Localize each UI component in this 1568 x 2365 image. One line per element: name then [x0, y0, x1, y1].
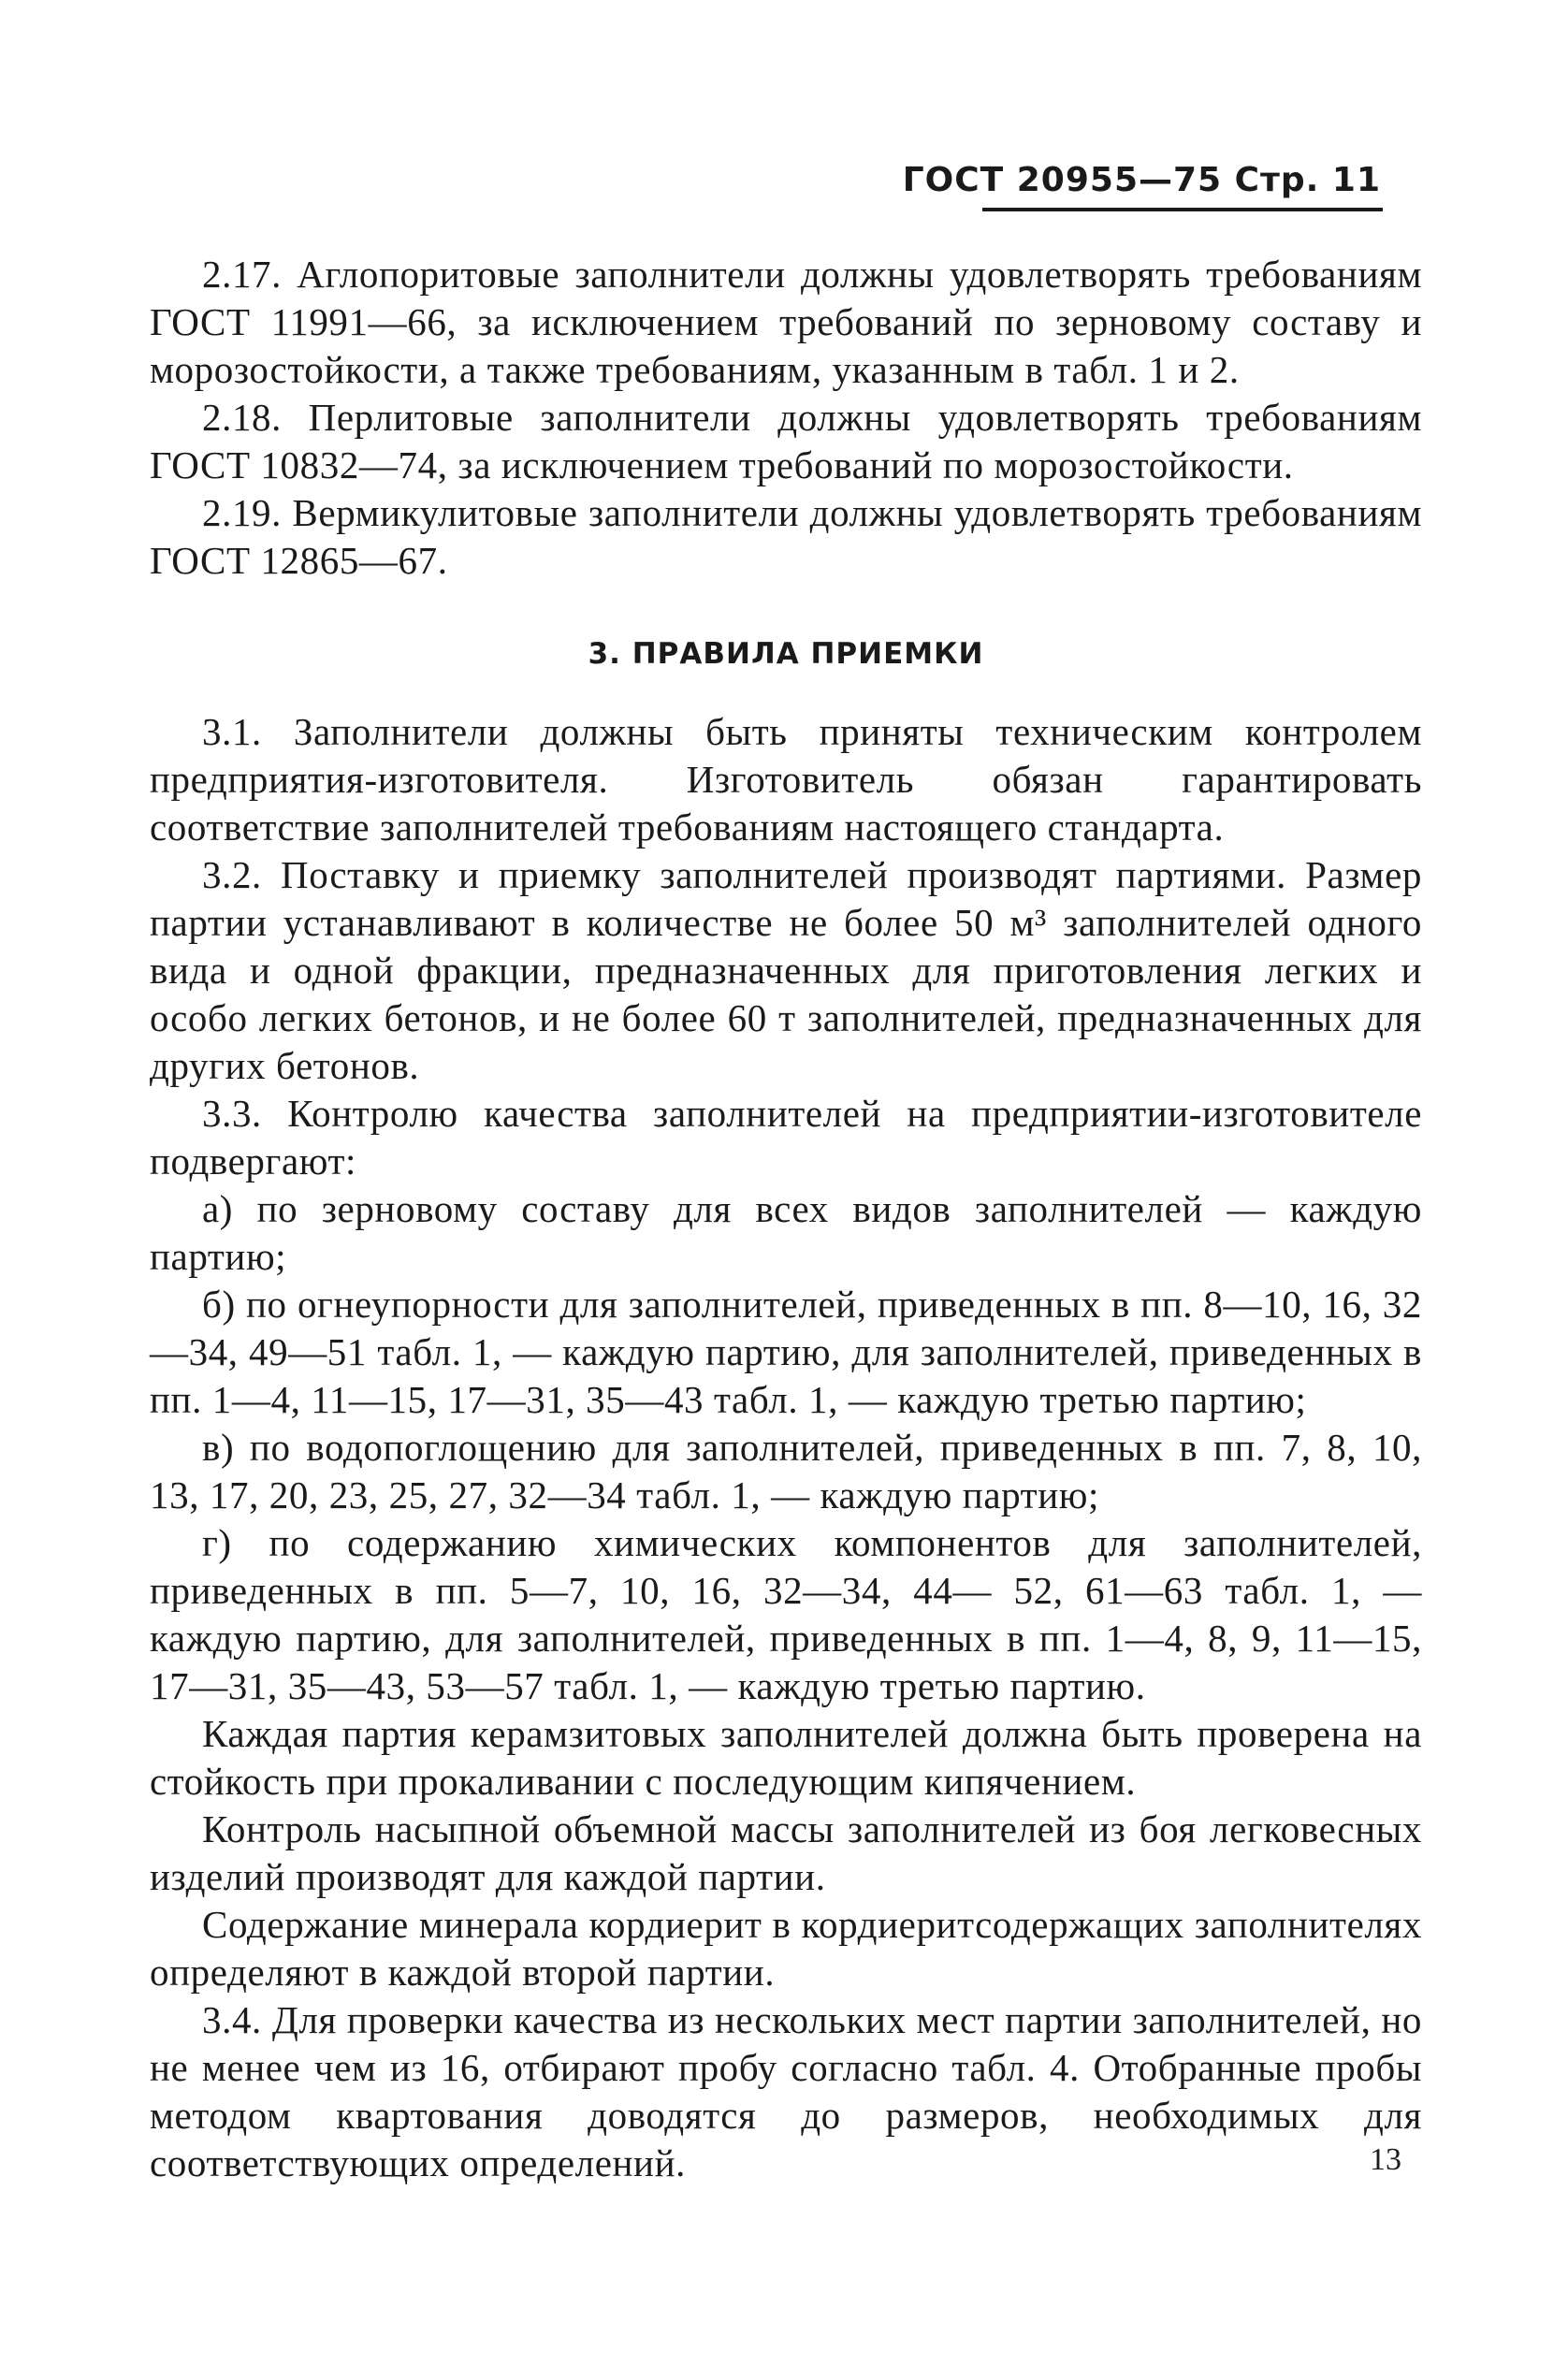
paragraph-3-3: 3.3. Контролю качества заполнителей на предприятии-изготовителе подвергают: — [150, 1092, 1422, 1182]
document-body — [150, 251, 1422, 2187]
paragraph-3-4: 3.4. Для проверки качества из нескольких мест партии заполнителей, но не менее чем из 16, отбирают пробу согласно табл. 4. Отобранные пробы методом квартования доводятся до размеров, необходимых для соответствующих определений. — [150, 1998, 1422, 2184]
paragraph-3-2: 3.2. Поставку и приемку заполнителей производят партиями. Размер партии устанавливают в количестве не более 50 м³ заполнителей одного вида и одной фракции, предназначенных для приготовления легких и особо легких бетонов, и не более 60 т заполнителей, предназначенных для других бетонов. — [150, 853, 1422, 1087]
list-item-v: в) по водопоглощению для заполнителей, приведенных в пп. 7, 8, 10, 13, 17, 20, 23, 25, 27, 32—34 табл. 1, — каждую партию; — [150, 1426, 1422, 1516]
paragraph-3-1: 3.1. Заполнители должны быть приняты техническим контролем предприятия-изготовителя. Изготовитель обязан гарантировать соответствие заполнителей требованиям настоящего стандарта. — [150, 710, 1422, 849]
list-item-a: а) по зерновому составу для всех видов заполнителей — каждую партию; — [150, 1187, 1422, 1278]
page-number: 13 — [1370, 2142, 1401, 2177]
section-title: 3. ПРАВИЛА ПРИЕМКИ — [588, 637, 984, 671]
paragraph-density: Контроль насыпной объемной массы заполнителей из боя легковесных изделий производят для каждой партии. — [150, 1807, 1422, 1898]
paragraph-cordierite: Содержание минерала кордиерит в кордиеритсодержащих заполнителях определяют в каждой второй партии. — [150, 1903, 1422, 1994]
list-item-b: б) по огнеупорности для заполнителей, приведенных в пп. 8—10, 16, 32—34, 49—51 табл. 1, — каждую партию, для заполнителей, приведенных в пп. 1—4, 11—15, 17—31, 35—43 табл. 1, — каждую третью партию; — [150, 1283, 1422, 1421]
paragraph-2-17: 2.17. Аглопоритовые заполнители должны удовлетворять требованиям ГОСТ 11991—66, за исключением требований по зерновому составу и морозостойкости, а также требованиям, указанным в табл. 1 и 2. — [150, 253, 1422, 391]
paragraph-keramzit: Каждая партия керамзитовых заполнителей должна быть проверена на стойкость при прокаливании с последующим кипячением. — [150, 1712, 1422, 1803]
paragraph-2-18: 2.18. Перлитовые заполнители должны удовлетворять требованиям ГОСТ 10832—74, за исключением требований по морозостойкости. — [150, 396, 1422, 486]
header-rule — [982, 208, 1383, 211]
running-header: ГОСТ 20955—75 Стр. 11 — [902, 161, 1381, 199]
list-item-g: г) по содержанию химических компонентов для заполнителей, приведенных в пп. 5—7, 10, 16, 32—34, 44— 52, 61—63 табл. 1, — каждую партию, для заполнителей, приведенных в пп. 1—4, 8, 9, 11—15, 17—31, 35—43, 53—57 табл. 1, — каждую третью партию. — [150, 1521, 1422, 1707]
paragraph-2-19: 2.19. Вермикулитовые заполнители должны удовлетворять требованиям ГОСТ 12865—67. — [150, 491, 1422, 582]
